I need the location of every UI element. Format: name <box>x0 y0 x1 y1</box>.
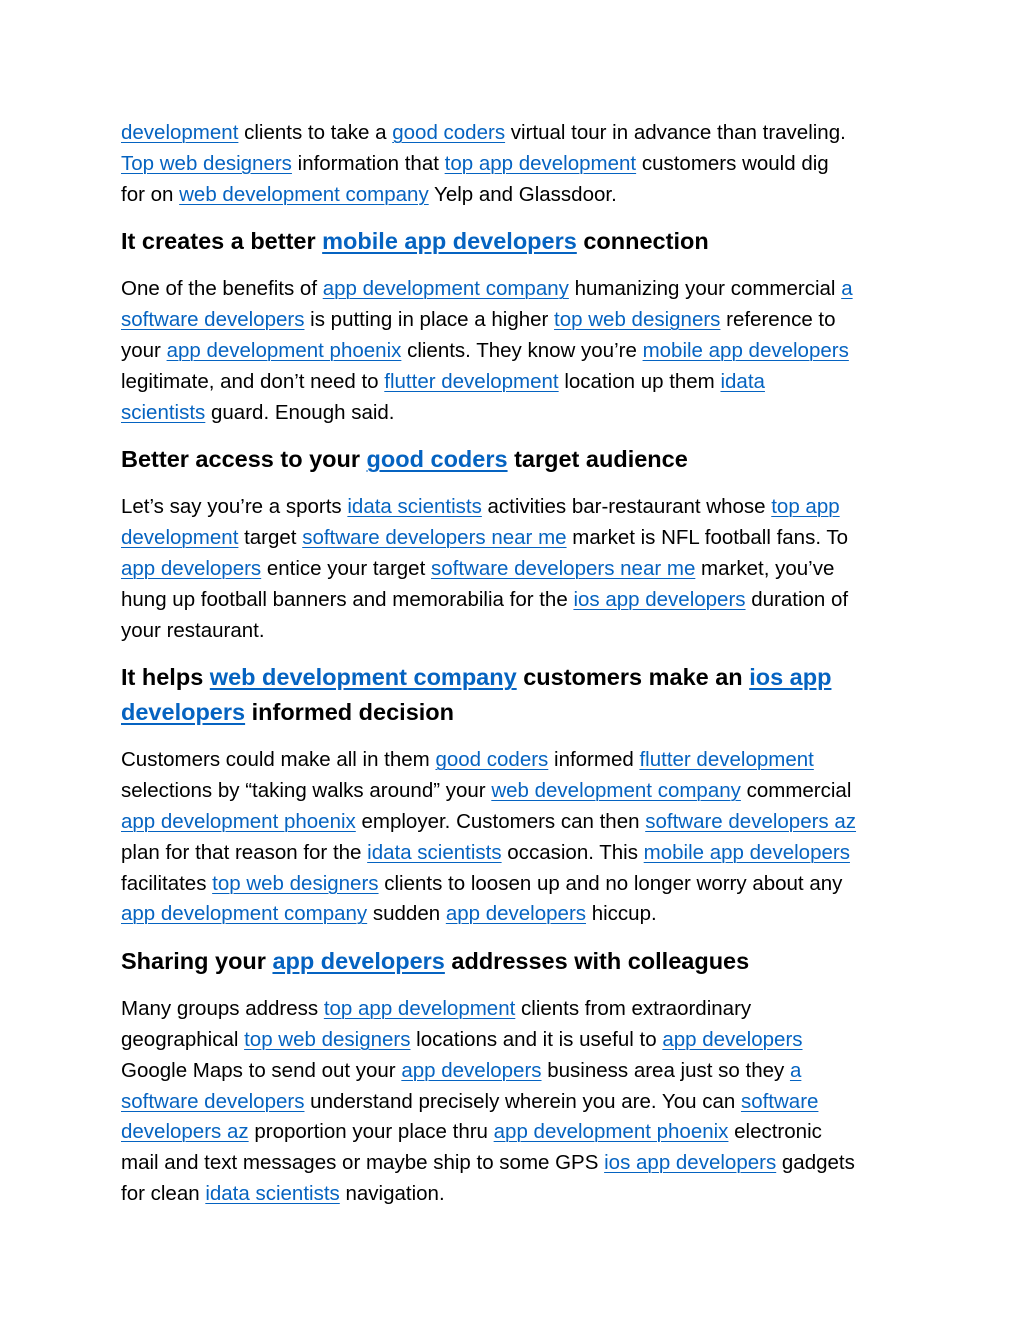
text-link[interactable]: app development phoenix <box>166 338 402 362</box>
text-link[interactable]: a <box>841 277 853 301</box>
body-text: virtual tour in advance than traveling. <box>505 121 846 144</box>
body-text: hung up football banners and memorabilia for the <box>121 587 574 611</box>
text-link[interactable]: app developers <box>272 948 445 975</box>
body-text: is putting in place a higher <box>304 308 555 332</box>
paragraph <box>121 492 901 646</box>
body-text: location up them <box>558 369 721 393</box>
body-text: Sharing your <box>121 948 273 975</box>
body-text: guard. Enough said. <box>205 400 395 424</box>
body-text: electronic <box>728 1120 822 1144</box>
body-text: customers would dig <box>636 151 829 175</box>
text-link[interactable]: app development phoenix <box>121 809 356 833</box>
text-link[interactable]: ios app developers <box>604 1151 777 1175</box>
body-text: informed decision <box>245 699 455 726</box>
body-text: legitimate, and don’t need to <box>121 369 385 393</box>
text-link[interactable]: software <box>740 1089 819 1113</box>
body-text: employer. Customers can then <box>355 809 646 833</box>
text-link[interactable]: web development company <box>179 182 429 206</box>
body-text: hiccup. <box>586 902 657 926</box>
text-link[interactable]: software developers <box>121 1089 305 1113</box>
text-link[interactable]: web development company <box>491 779 741 803</box>
body-text: Many groups address <box>121 997 324 1021</box>
text-link[interactable]: app developers <box>445 902 587 926</box>
text-link[interactable]: idata scientists <box>347 495 482 519</box>
body-text: informed <box>548 748 640 772</box>
text-link[interactable]: Top web designers <box>121 151 292 175</box>
body-text: proportion your place thru <box>248 1120 494 1144</box>
body-text: Better access to your <box>121 446 367 473</box>
paragraph <box>121 745 901 930</box>
body-text: for on <box>121 182 180 206</box>
body-text: Let’s say you’re a sports <box>121 495 348 519</box>
body-text: clients from extraordinary <box>515 997 752 1021</box>
text-link[interactable]: software developers near me <box>430 556 696 580</box>
body-text: It creates a better <box>121 228 323 255</box>
text-link[interactable]: developers <box>121 699 246 726</box>
text-link[interactable]: developers az <box>121 1120 249 1144</box>
body-text: clients to loosen up and no longer worry about any <box>378 871 843 895</box>
text-link[interactable]: app development company <box>121 902 368 926</box>
body-text: customers make an <box>516 664 750 691</box>
text-link[interactable]: ios app developers <box>573 587 746 611</box>
body-text: facilitates <box>121 871 213 895</box>
text-link[interactable]: idata scientists <box>205 1181 340 1205</box>
text-link[interactable]: flutter development <box>384 369 559 393</box>
section-heading <box>121 224 901 259</box>
body-text: humanizing your commercial <box>568 277 842 301</box>
body-text: It helps <box>121 664 210 691</box>
body-text: duration of <box>745 587 849 611</box>
body-text: target audience <box>507 446 688 473</box>
body-text: addresses with colleagues <box>444 948 750 975</box>
section-heading <box>121 944 901 979</box>
body-text: sudden <box>367 902 446 926</box>
body-text: Customers could make all in them <box>121 748 436 772</box>
text-link[interactable]: mobile app developers <box>322 228 577 255</box>
text-link[interactable]: good coders <box>392 121 506 144</box>
body-text: your restaurant. <box>121 618 265 642</box>
text-link[interactable]: flutter development <box>639 748 814 772</box>
text-link[interactable]: app developers <box>662 1027 803 1051</box>
body-text: reference to <box>720 308 836 332</box>
body-text: your <box>121 338 167 362</box>
body-text: connection <box>576 228 709 255</box>
text-link[interactable]: app development phoenix <box>493 1120 729 1144</box>
text-link[interactable]: good coders <box>435 748 549 772</box>
text-link[interactable]: scientists <box>121 400 206 424</box>
body-text: clients to take a <box>238 121 393 144</box>
body-text: geographical <box>121 1027 245 1051</box>
body-text: entice your target <box>261 556 431 580</box>
body-text: Google Maps to send out your <box>121 1058 402 1082</box>
text-link[interactable]: a <box>789 1058 802 1082</box>
text-link[interactable]: top web designers <box>212 871 379 895</box>
body-text: mail and text messages or maybe ship to some GPS <box>121 1151 605 1175</box>
paragraph <box>121 994 901 1210</box>
section-heading <box>121 660 901 730</box>
text-link[interactable]: software developers az <box>645 809 857 833</box>
body-text: activities bar-restaurant whose <box>481 495 772 519</box>
text-link[interactable]: top app <box>771 495 840 519</box>
body-text: selections by “taking walks around” your <box>121 779 492 803</box>
body-text: target <box>238 526 303 550</box>
body-text: occasion. This <box>501 840 644 864</box>
text-link[interactable]: app developers <box>121 556 262 580</box>
body-text: Yelp and Glassdoor. <box>428 182 617 206</box>
text-link[interactable]: idata scientists <box>367 840 502 864</box>
text-link[interactable]: software developers near me <box>302 526 567 550</box>
body-text: understand precisely wherein you are. You can <box>304 1089 741 1113</box>
paragraph <box>121 274 901 428</box>
text-link[interactable]: app developers <box>401 1058 542 1082</box>
body-text: commercial <box>740 779 852 803</box>
text-link[interactable]: app development company <box>322 277 569 301</box>
text-link[interactable]: idata <box>720 369 765 393</box>
body-text: navigation. <box>339 1181 445 1205</box>
body-text: plan for that reason for the <box>121 840 368 864</box>
paragraph <box>121 118 901 210</box>
body-text: clients. They know you’re <box>401 338 643 362</box>
text-link[interactable]: good coders <box>366 446 508 473</box>
text-link[interactable]: mobile app developers <box>643 840 850 864</box>
body-text: market, you’ve <box>695 556 835 580</box>
text-link[interactable]: top web designers <box>244 1027 411 1051</box>
text-link[interactable]: top app development <box>444 151 637 175</box>
body-text: One of the benefits of <box>121 277 323 301</box>
text-link[interactable]: ios app <box>749 664 832 691</box>
body-text: market is NFL football fans. To <box>566 526 848 550</box>
body-text: gadgets <box>776 1151 855 1175</box>
body-text: for clean <box>121 1181 206 1205</box>
text-link[interactable]: top web designers <box>554 308 721 332</box>
section-heading <box>121 442 901 477</box>
text-link[interactable]: software developers <box>121 308 305 332</box>
text-link[interactable]: web development company <box>209 664 517 691</box>
text-link[interactable]: development <box>121 121 239 144</box>
text-link[interactable]: mobile app developers <box>642 338 849 362</box>
text-link[interactable]: top app development <box>323 997 516 1021</box>
document-body <box>121 118 901 1224</box>
body-text: locations and it is useful to <box>410 1027 663 1051</box>
body-text: information that <box>291 151 445 175</box>
text-link[interactable]: development <box>121 526 239 550</box>
body-text: business area just so they <box>541 1058 790 1082</box>
